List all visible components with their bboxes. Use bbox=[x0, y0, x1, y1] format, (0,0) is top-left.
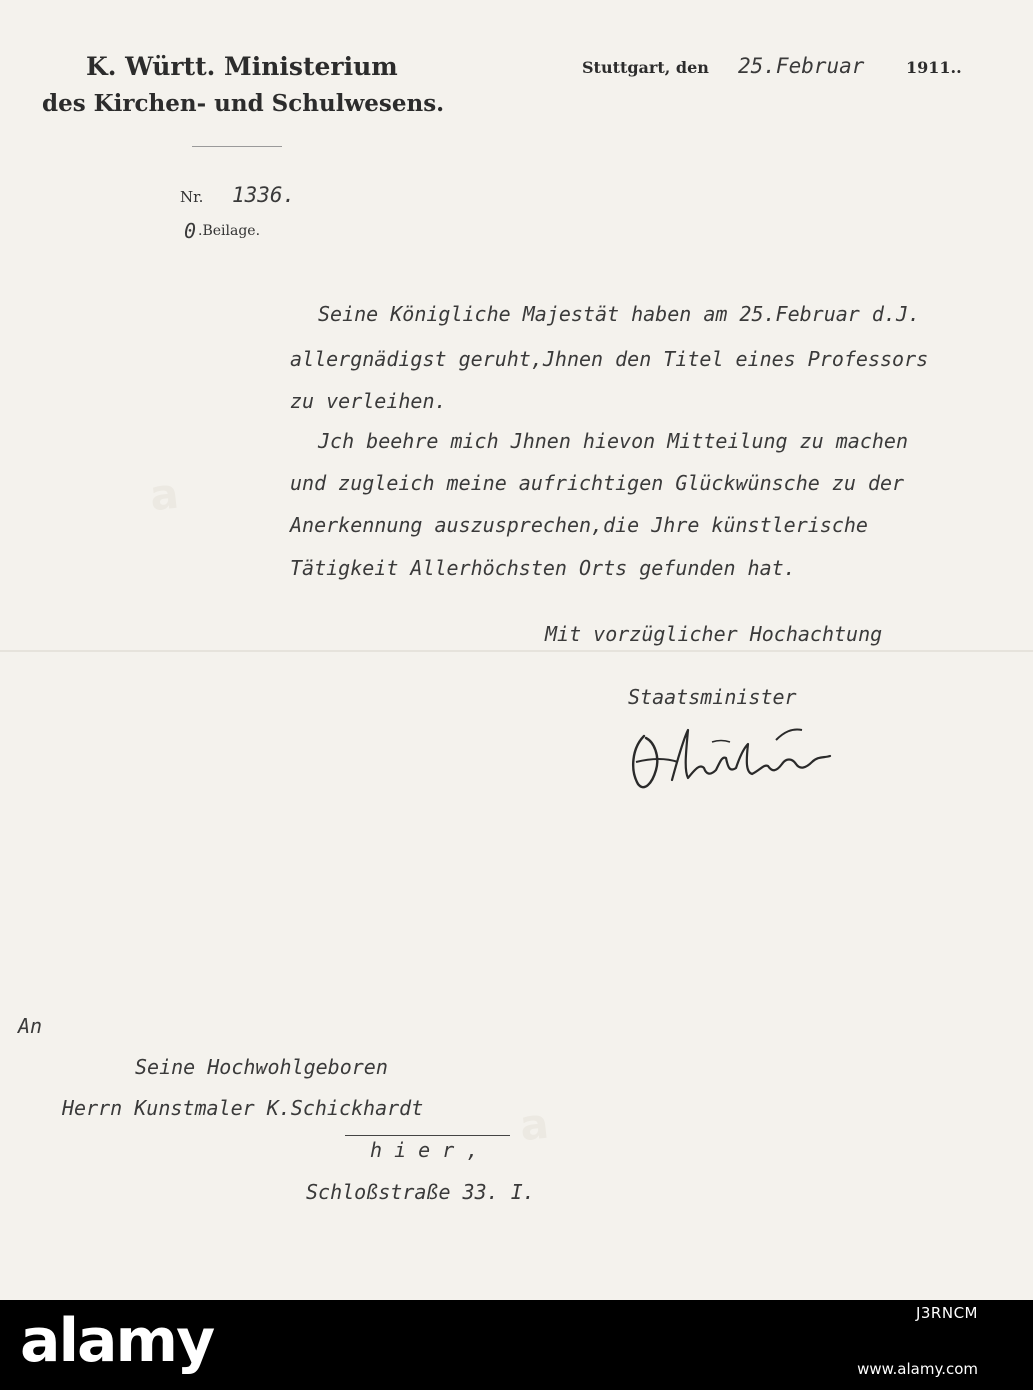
signature-scribble bbox=[626, 718, 856, 798]
watermark-ghost: a bbox=[517, 1098, 551, 1151]
body-line: Seine Königliche Majestät haben am 25.Februar d.J. bbox=[318, 302, 921, 326]
dateline-place: Stuttgart, den bbox=[582, 58, 709, 77]
reference-nr-label: Nr. bbox=[180, 188, 204, 206]
address-street: Schloßstraße 33. I. bbox=[306, 1180, 535, 1204]
reference-nr-value: 1336. bbox=[232, 183, 296, 207]
address-underline bbox=[345, 1135, 510, 1136]
closing-salutation: Mit vorzüglicher Hochachtung bbox=[545, 622, 883, 646]
stock-url: www.alamy.com bbox=[857, 1360, 978, 1378]
closing-title: Staatsminister bbox=[628, 685, 797, 709]
body-line: allergnädigst geruht,Jhnen den Titel eines Professors bbox=[290, 347, 929, 371]
body-line: Tätigkeit Allerhöchsten Orts gefunden hat. bbox=[290, 556, 796, 580]
address-location: h i e r , bbox=[370, 1138, 479, 1162]
address-honorific: Seine Hochwohlgeboren bbox=[135, 1055, 388, 1079]
address-an: An bbox=[18, 1014, 43, 1038]
body-line: Jch beehre mich Jhnen hievon Mitteilung zu machen bbox=[318, 429, 909, 453]
reference-beilage-count: 0 bbox=[184, 219, 197, 243]
body-line: Anerkennung auszusprechen,die Jhre künstlerische bbox=[290, 513, 868, 537]
stock-id: J3RNCM bbox=[915, 1304, 978, 1322]
address-recipient: Herrn Kunstmaler K.Schickhardt bbox=[62, 1096, 424, 1120]
dateline-year: 1911.. bbox=[906, 58, 962, 77]
reference-beilage-label: .Beilage. bbox=[198, 223, 261, 239]
body-line: zu verleihen. bbox=[290, 389, 447, 413]
letterhead-rule bbox=[192, 146, 282, 147]
alamy-logo: alamy bbox=[20, 1306, 214, 1376]
watermark-ghost: a bbox=[147, 468, 181, 521]
dateline-day-month: 25.Februar bbox=[738, 54, 865, 78]
body-line: und zugleich meine aufrichtigen Glückwünsche zu der bbox=[290, 471, 905, 495]
paper-fold bbox=[0, 650, 1033, 652]
letterhead-department: des Kirchen- und Schulwesens. bbox=[42, 90, 445, 117]
letterhead-ministry: K. Württ. Ministerium bbox=[86, 52, 398, 81]
